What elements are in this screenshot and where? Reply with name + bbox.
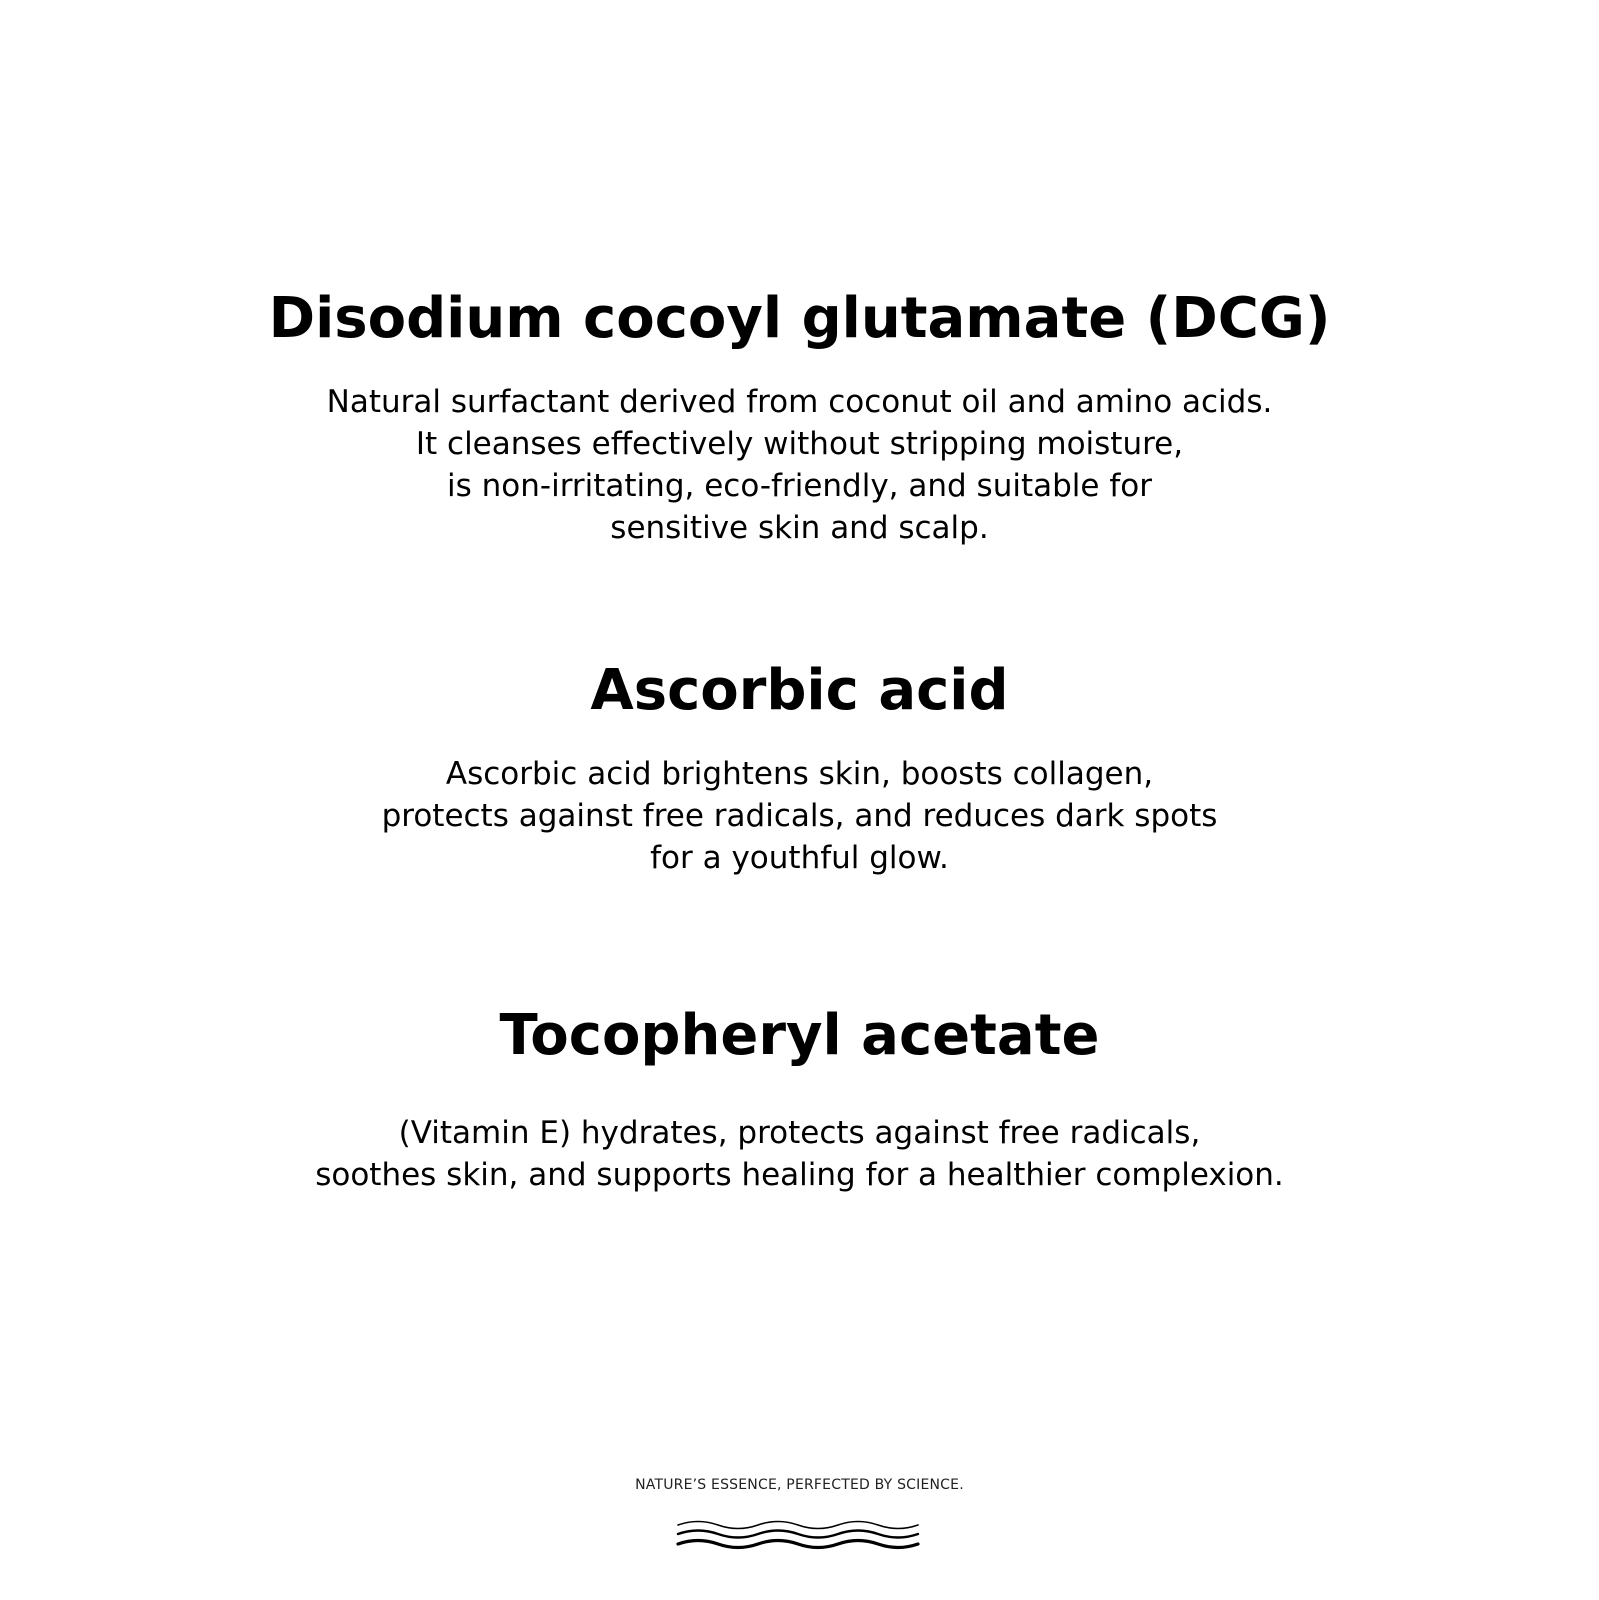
brand-tagline: NATURE’S ESSENCE, PERFECTED BY SCIENCE. [635, 1477, 964, 1493]
description-line: soothes skin, and supports healing for a healthier complexion. [315, 1157, 1284, 1193]
description-line: sensitive skin and scalp. [610, 510, 989, 546]
description-line: is non-irritating, eco-friendly, and suitable for [447, 468, 1152, 504]
ingredient-description [0, 1112, 1599, 1196]
ingredient-description [0, 381, 1599, 549]
ingredient-description [0, 753, 1599, 879]
description-line: Natural surfactant derived from coconut oil and amino acids. [326, 384, 1273, 420]
wave-lines-icon [675, 1515, 925, 1555]
ingredient-section-ascorbic-acid [0, 657, 1599, 879]
description-line: (Vitamin E) hydrates, protects against free radicals, [398, 1115, 1201, 1151]
ingredient-title: Disodium cocoyl glutamate (DCG) [268, 286, 1331, 351]
description-line: It cleanses effectively without stripping moisture, [415, 426, 1184, 462]
ingredient-section-tocopheryl-acetate [0, 1002, 1599, 1196]
description-line: for a youthful glow. [650, 840, 949, 876]
description-line: protects against free radicals, and reduces dark spots [381, 798, 1218, 834]
ingredient-title: Ascorbic acid [590, 658, 1009, 723]
description-line: Ascorbic acid brightens skin, boosts collagen, [445, 756, 1154, 792]
ingredient-title: Tocopheryl acetate [499, 1003, 1100, 1068]
footer [0, 1477, 1599, 1555]
ingredient-section-dcg [0, 285, 1599, 549]
